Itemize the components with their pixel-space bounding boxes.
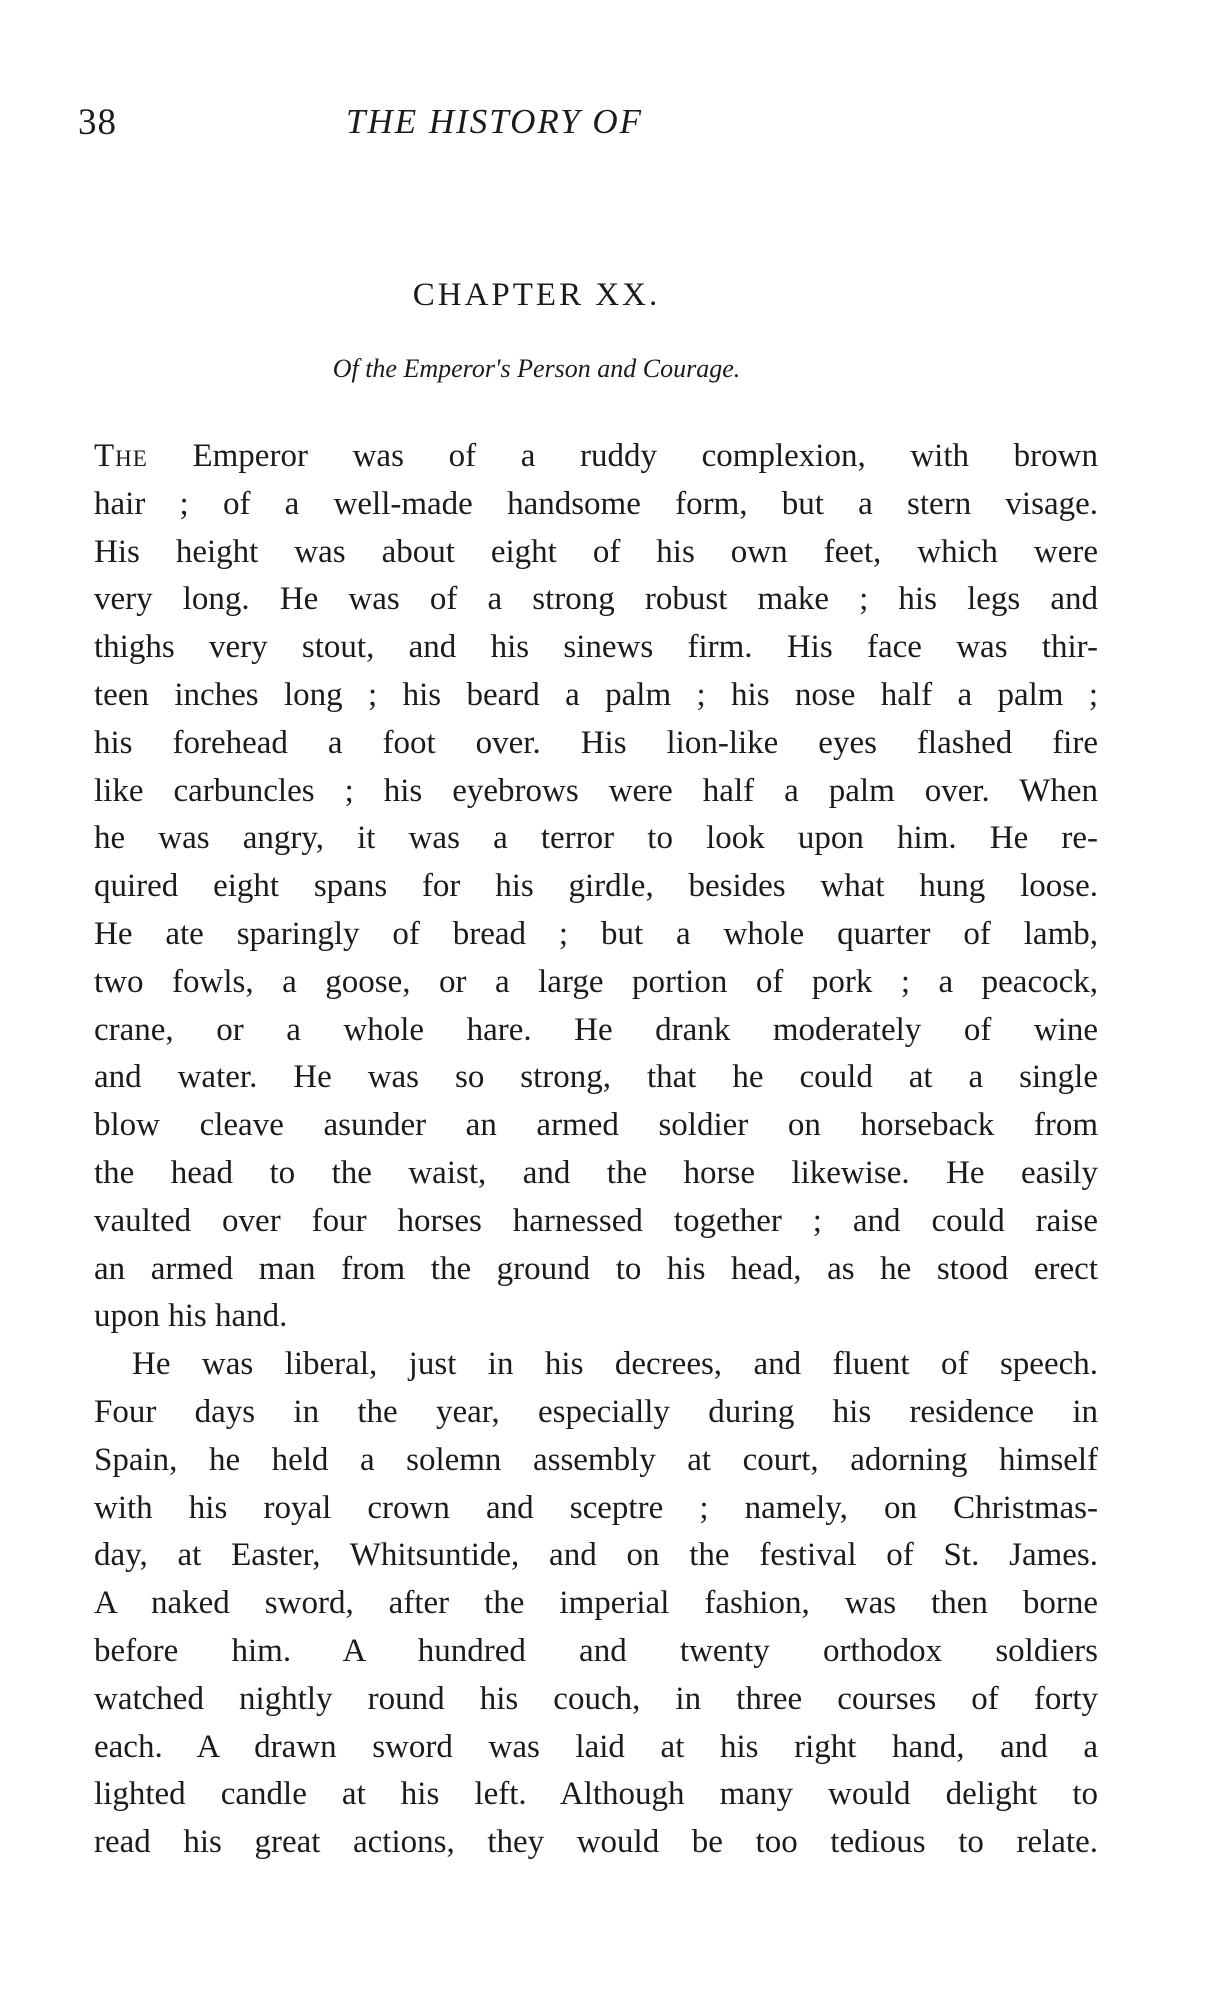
- text-line: watched nightly round his couch, in three courses of forty: [94, 1680, 1098, 1717]
- text-line: hair ; of a well-made handsome form, but a stern visage.: [94, 485, 1098, 522]
- text-line: Spain, he held a solemn assembly at court, adorning himself: [94, 1441, 1098, 1478]
- text-line: He was liberal, just in his decrees, and fluent of speech.: [132, 1346, 1098, 1383]
- paragraph-2: [94, 1341, 1098, 1867]
- text-line: [94, 433, 1098, 481]
- text-line: thighs very stout, and his sinews firm. His face was thir-: [94, 629, 1098, 666]
- text-line: an armed man from the ground to his head, as he stood erect: [94, 1250, 1098, 1287]
- text-line: A naked sword, after the imperial fashion, was then borne: [94, 1585, 1098, 1622]
- text-line: before him. A hundred and twenty orthodox soldiers: [94, 1632, 1098, 1669]
- text-line: very long. He was of a strong robust make ; his legs and: [94, 581, 1098, 618]
- text-line: and water. He was so strong, that he could at a single: [94, 1059, 1098, 1096]
- text-line: upon his hand.: [94, 1298, 288, 1335]
- body-text: [94, 433, 1098, 1867]
- running-head: THE HISTORY OF: [345, 102, 644, 141]
- text-line: with his royal crown and sceptre ; namely, on Christmas-: [94, 1489, 1098, 1526]
- text-line: quired eight spans for his girdle, besides what hung loose.: [94, 868, 1098, 905]
- text-line: teen inches long ; his beard a palm ; his nose half a palm ;: [94, 676, 1098, 713]
- text-line: like carbuncles ; his eyebrows were half a palm over. When: [94, 772, 1098, 809]
- line-text: Emperor was of a ruddy complexion, with brown: [147, 438, 1098, 474]
- text-line: His height was about eight of his own feet, which were: [94, 533, 1098, 570]
- text-line: Four days in the year, especially during his residence in: [94, 1393, 1098, 1430]
- text-line: He ate sparingly of bread ; but a whole quarter of lamb,: [94, 915, 1098, 952]
- paragraph-1: [94, 433, 1098, 1341]
- text-line: blow cleave asunder an armed soldier on horseback from: [94, 1107, 1098, 1144]
- page-number: 38: [78, 102, 117, 143]
- text-line: lighted candle at his left. Although many would delight to: [94, 1776, 1098, 1813]
- text-line: his forehead a foot over. His lion-like eyes flashed fire: [94, 724, 1098, 761]
- chapter-title: CHAPTER XX.: [412, 277, 661, 313]
- text-line: crane, or a whole hare. He drank moderately of wine: [94, 1011, 1098, 1048]
- text-line: he was angry, it was a terror to look upon him. He re-: [94, 820, 1098, 857]
- chapter-subtitle: Of the Emperor's Person and Courage.: [332, 354, 741, 383]
- text-line: day, at Easter, Whitsuntide, and on the festival of St. James.: [94, 1537, 1098, 1574]
- text-line: read his great actions, they would be too tedious to relate.: [94, 1824, 1098, 1861]
- text-line: vaulted over four horses harnessed together ; and could raise: [94, 1202, 1098, 1239]
- text-line: the head to the waist, and the horse likewise. He easily: [94, 1154, 1098, 1191]
- drop-word: The: [94, 438, 148, 474]
- text-line: each. A drawn sword was laid at his right hand, and a: [94, 1728, 1098, 1765]
- text-line: two fowls, a goose, or a large portion of pork ; a peacock,: [94, 963, 1098, 1000]
